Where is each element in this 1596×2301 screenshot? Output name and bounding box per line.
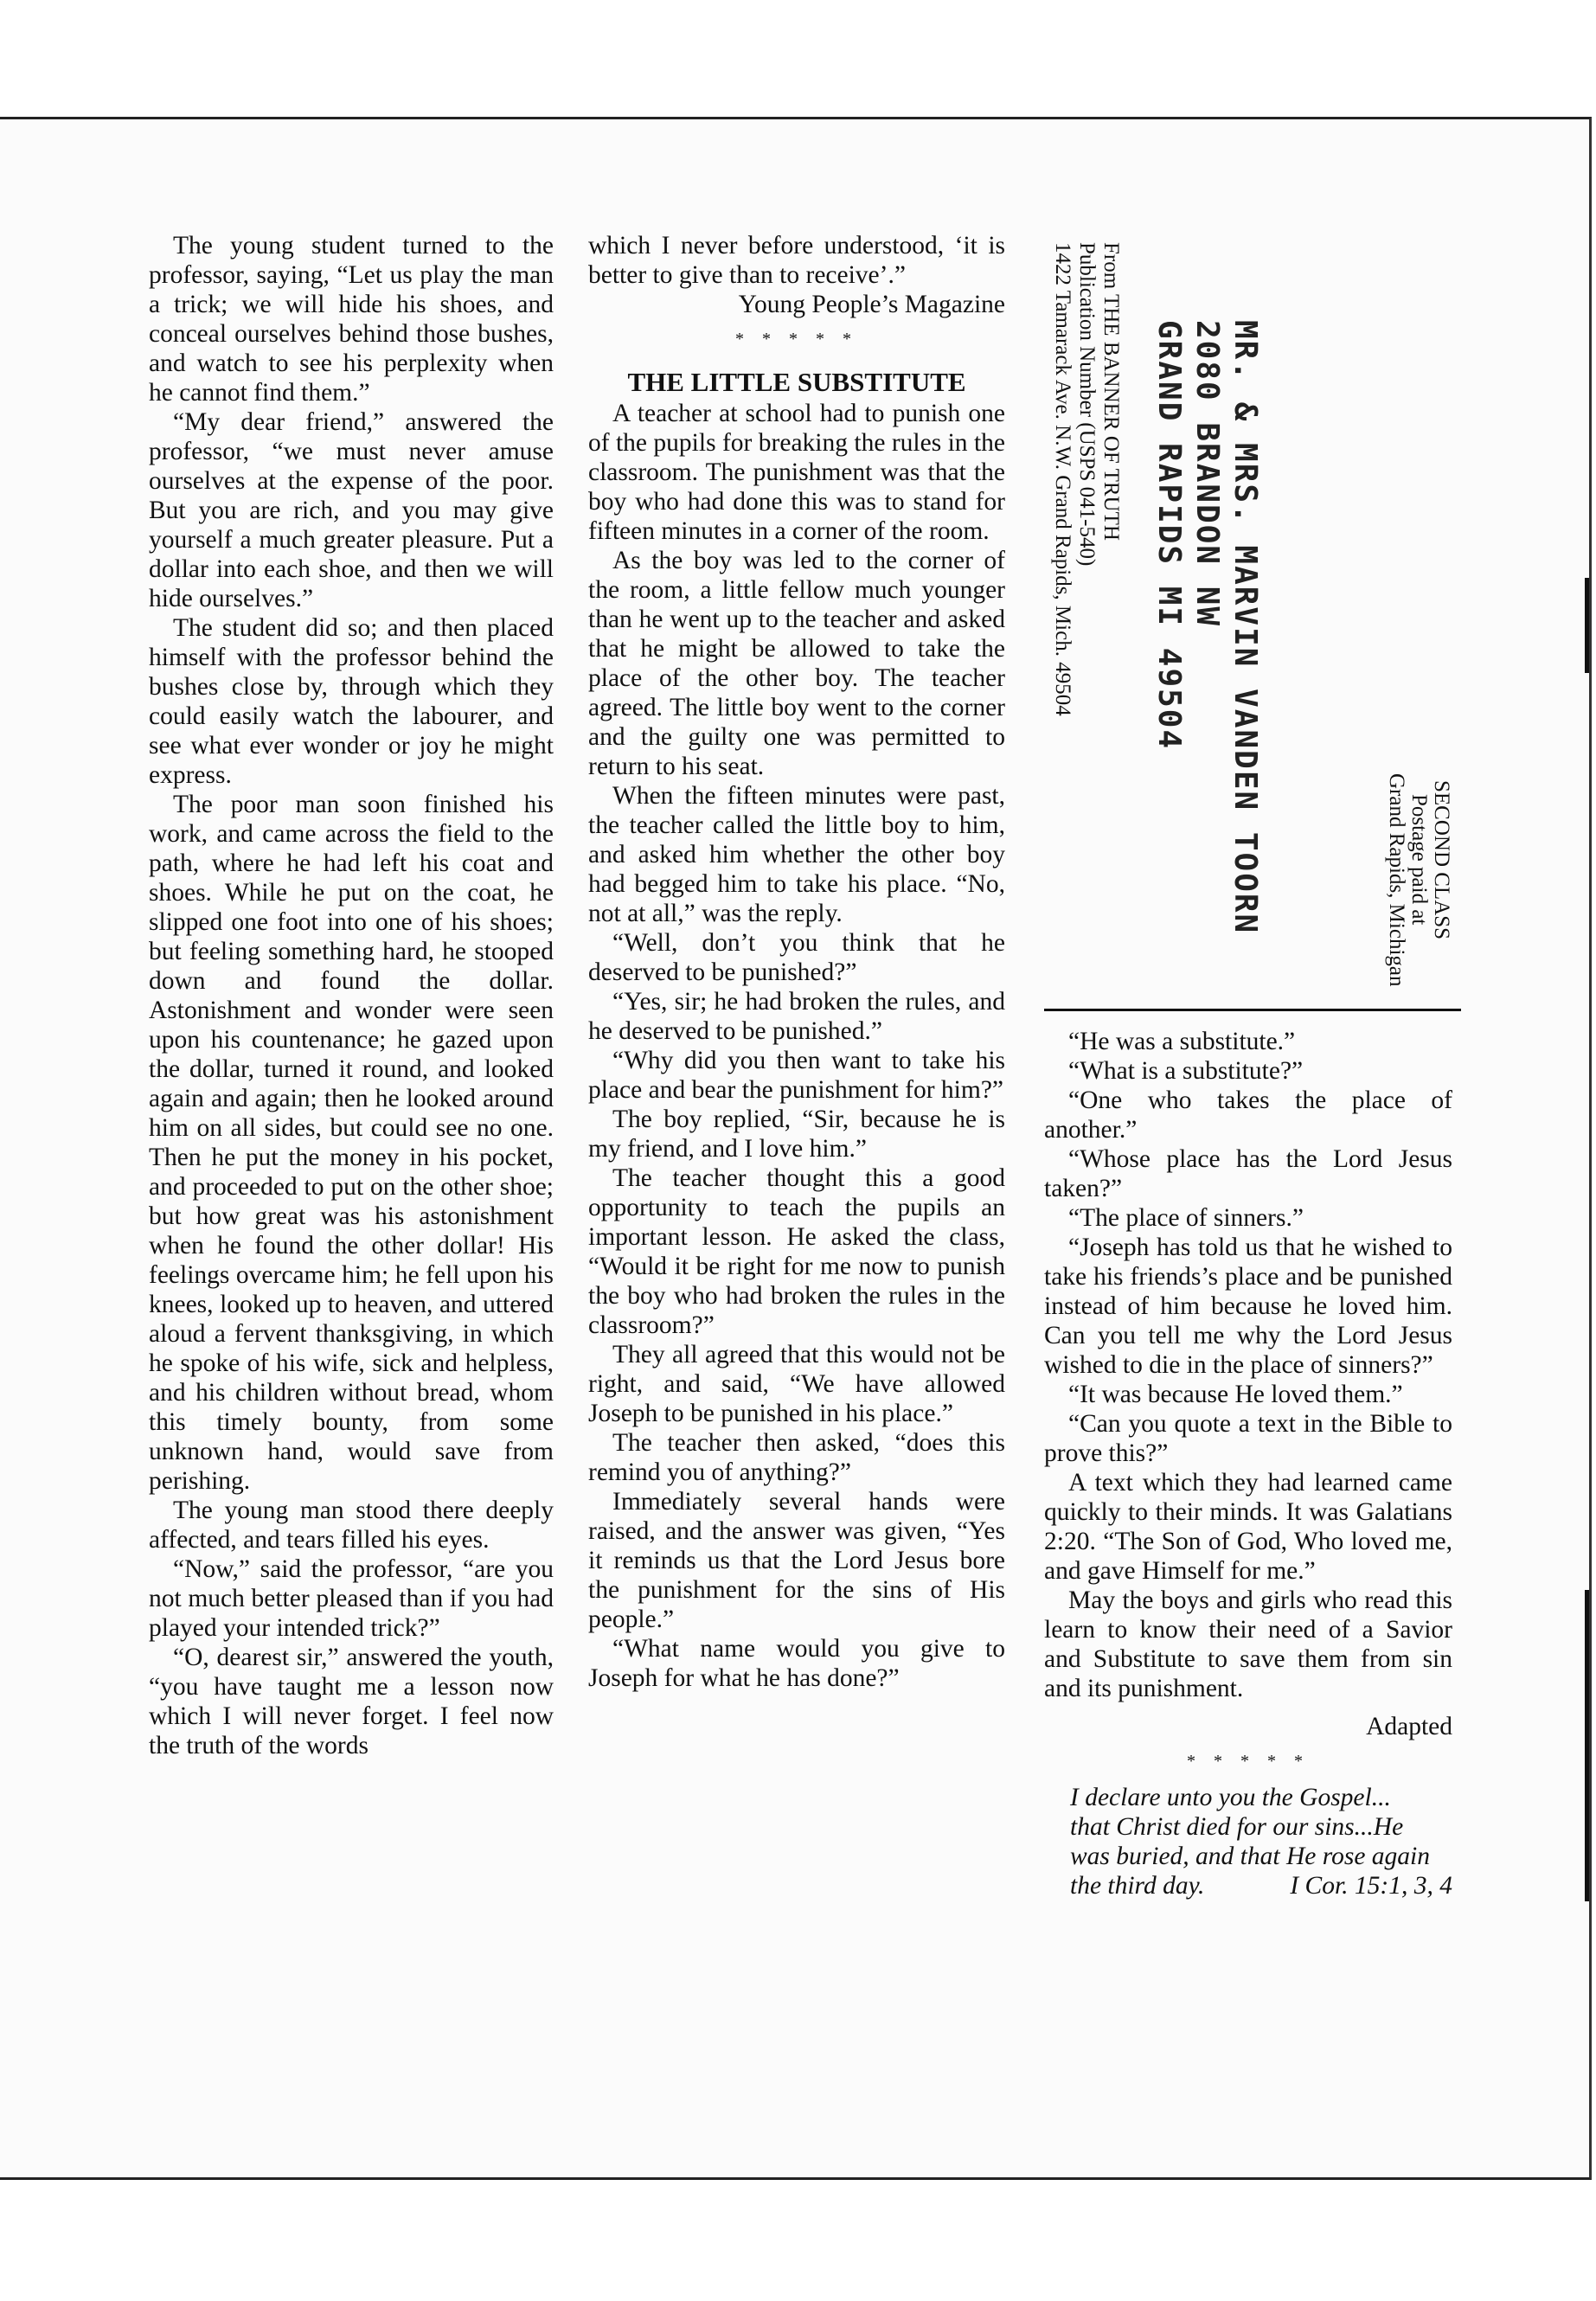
section-separator: * * * * *: [1187, 1752, 1310, 1771]
paragraph: “Yes, sir; he had broken the rules, and he deserved to be punished.”: [588, 988, 1005, 1045]
paragraph: The teacher thought this a good opportunity to teach the pupils an important lesson. He asked the class, “Would it be right for me now to punish the boy who had broken the rules in the classroom?”: [588, 1164, 1005, 1339]
column-1: [149, 231, 554, 1760]
paragraph: “The place of sinners.”: [1068, 1204, 1304, 1232]
paragraph: “He was a substitute.”: [1068, 1028, 1296, 1055]
paragraph: The boy replied, “Sir, because he is my friend, and I love him.”: [588, 1106, 1005, 1163]
verse-line: that Christ died for our sins...He: [1070, 1813, 1404, 1841]
column-2: [588, 231, 1005, 1693]
publisher-line: From THE BANNER OF TRUTH: [1099, 242, 1123, 541]
divider-line: [1044, 1009, 1461, 1011]
column-3: [1044, 1027, 1452, 1900]
paragraph: The teacher then asked, “does this remind you of anything?”: [588, 1429, 1005, 1486]
paragraph: The young man stood there deeply affected, and tears filled his eyes.: [149, 1497, 554, 1554]
paragraph: As the boy was led to the corner of the room, a little fellow much younger than he went up to the teacher and asked that he might be allowed to take the place of the other boy. The teacher agreed. The little boy went to the corner and the guilty one was permitted to return to his seat.: [588, 547, 1005, 780]
addressee-name: MR. & MRS. MARVIN VANDEN TOORN: [1227, 320, 1263, 935]
postage-location: Grand Rapids, Michigan: [1385, 773, 1408, 987]
scan-edge-mark: [1585, 578, 1589, 673]
paragraph: “Joseph has told us that he wished to take his friends’s place and be punished instead of him because he loved him. Can you tell me why the Lord Jesus wished to die in the place of sinners?”: [1044, 1234, 1452, 1379]
scan-edge-mark: [1585, 1590, 1589, 1901]
addressee-city: GRAND RAPIDS MI 49504: [1151, 320, 1187, 751]
story-title: THE LITTLE SUBSTITUTE: [627, 367, 966, 397]
paragraph: The poor man soon finished his work, and came across the field to the path, where he had left his coat and shoes. While he put on the coat, he slipped one foot into one of his shoes; but feeling something hard, he stooped down and found the dollar. Astonishment and wonder were seen upon his countenance; he gazed upon the dollar, turned it round, and looked again and again; then he looked around him on all sides, but could see no one. Then he put the money in his pocket, and proceeded to put on the other shoe; but how great was his astonishment when he found the other dollar! His feelings overcame him; he fell upon his knees, looked up to heaven, and uttered aloud a fervent thanksgiving, in which he spoke of his wife, sick and helpless, and his children without bread, whom this timely bounty, from some unknown hand, would save from perishing.: [149, 791, 554, 1495]
paragraph: When the fifteen minutes were past, the teacher called the little boy to him, and asked him whether the other boy had begged him to take his place. “No, not at all,” was the reply.: [588, 782, 1005, 927]
paragraph: “Why did you then want to take his place and bear the punishment for him?”: [588, 1047, 1005, 1104]
paragraph: “What name would you give to Joseph for what he has done?”: [588, 1635, 1005, 1692]
section-separator: * * * * *: [735, 330, 858, 349]
publication-number: Publication Number (USPS 041-540): [1075, 242, 1099, 567]
mailing-label-block: [1021, 234, 1462, 1003]
paragraph: “It was because He loved them.”: [1068, 1381, 1403, 1408]
publisher-address: 1422 Tamarack Ave. N.W. Grand Rapids, Mich. 49504: [1051, 242, 1074, 716]
verse-line: the third day.: [1070, 1872, 1205, 1900]
source-credit: Young People’s Magazine: [738, 291, 1005, 318]
paragraph: The young student turned to the professor, saying, “Let us play the man a trick; we will hide his shoes, and conceal ourselves behind those bushes, and watch to see his perplexity when he cannot find them.”: [149, 232, 554, 407]
verse-line: I declare unto you the Gospel...: [1070, 1784, 1391, 1811]
scripture-verse: [1044, 1783, 1452, 1900]
source-credit: Adapted: [1366, 1713, 1452, 1740]
paragraph-continuation: which I never before understood, ‘it is better to give than to receive’.”: [588, 232, 1005, 289]
verse-last-line: [1070, 1871, 1452, 1900]
paragraph: A teacher at school had to punish one of the pupils for breaking the rules in the classroom. The punishment was that the boy who had done this was to stand for fifteen minutes in a corner of the room.: [588, 400, 1005, 545]
paragraph: “One who takes the place of another.”: [1044, 1086, 1452, 1144]
verse-line: was buried, and that He rose again: [1070, 1843, 1430, 1870]
verse-reference: I Cor. 15:1, 3, 4: [1290, 1872, 1452, 1900]
paragraph: A text which they had learned came quickly to their minds. It was Galatians 2:20. “The Son of God, Who loved me, and gave Himself for me.”: [1044, 1469, 1452, 1585]
paragraph: “Whose place has the Lord Jesus taken?”: [1044, 1145, 1452, 1202]
paragraph: “Now,” said the professor, “are you not much better pleased than if you had played your intended trick?”: [149, 1555, 554, 1642]
paragraph: “O, dearest sir,” answered the youth, “you have taught me a lesson now which I will never forget. I feel now the truth of the words: [149, 1644, 554, 1759]
paragraph: The student did so; and then placed himself with the professor behind the bushes close by, through which they could easily watch the labourer, and see what ever wonder or joy he might express.: [149, 614, 554, 789]
postage-class: SECOND CLASS: [1430, 780, 1453, 940]
paragraph: May the boys and girls who read this learn to know their need of a Savior and Substitute to save them from sin and its punishment.: [1044, 1586, 1452, 1702]
addressee-street: 2080 BRANDON NW: [1189, 320, 1225, 628]
postage-paid: Postage paid at: [1407, 794, 1431, 926]
paragraph: “Can you quote a text in the Bible to prove this?”: [1044, 1410, 1452, 1467]
paragraph: They all agreed that this would not be right, and said, “We have allowed Joseph to be punished in his place.”: [588, 1341, 1005, 1427]
paragraph: Immediately several hands were raised, and the answer was given, “Yes it reminds us that the Lord Jesus bore the punishment for the sins of His people.”: [588, 1488, 1005, 1633]
paragraph: “My dear friend,” answered the professor, “we must never amuse ourselves at the expense of the poor. But you are rich, and you may give yourself a much greater pleasure. Put a dollar into each shoe, and then we will hide ourselves.”: [149, 408, 554, 612]
paragraph: “What is a substitute?”: [1068, 1057, 1304, 1085]
paragraph: “Well, don’t you think that he deserved to be punished?”: [588, 929, 1005, 986]
